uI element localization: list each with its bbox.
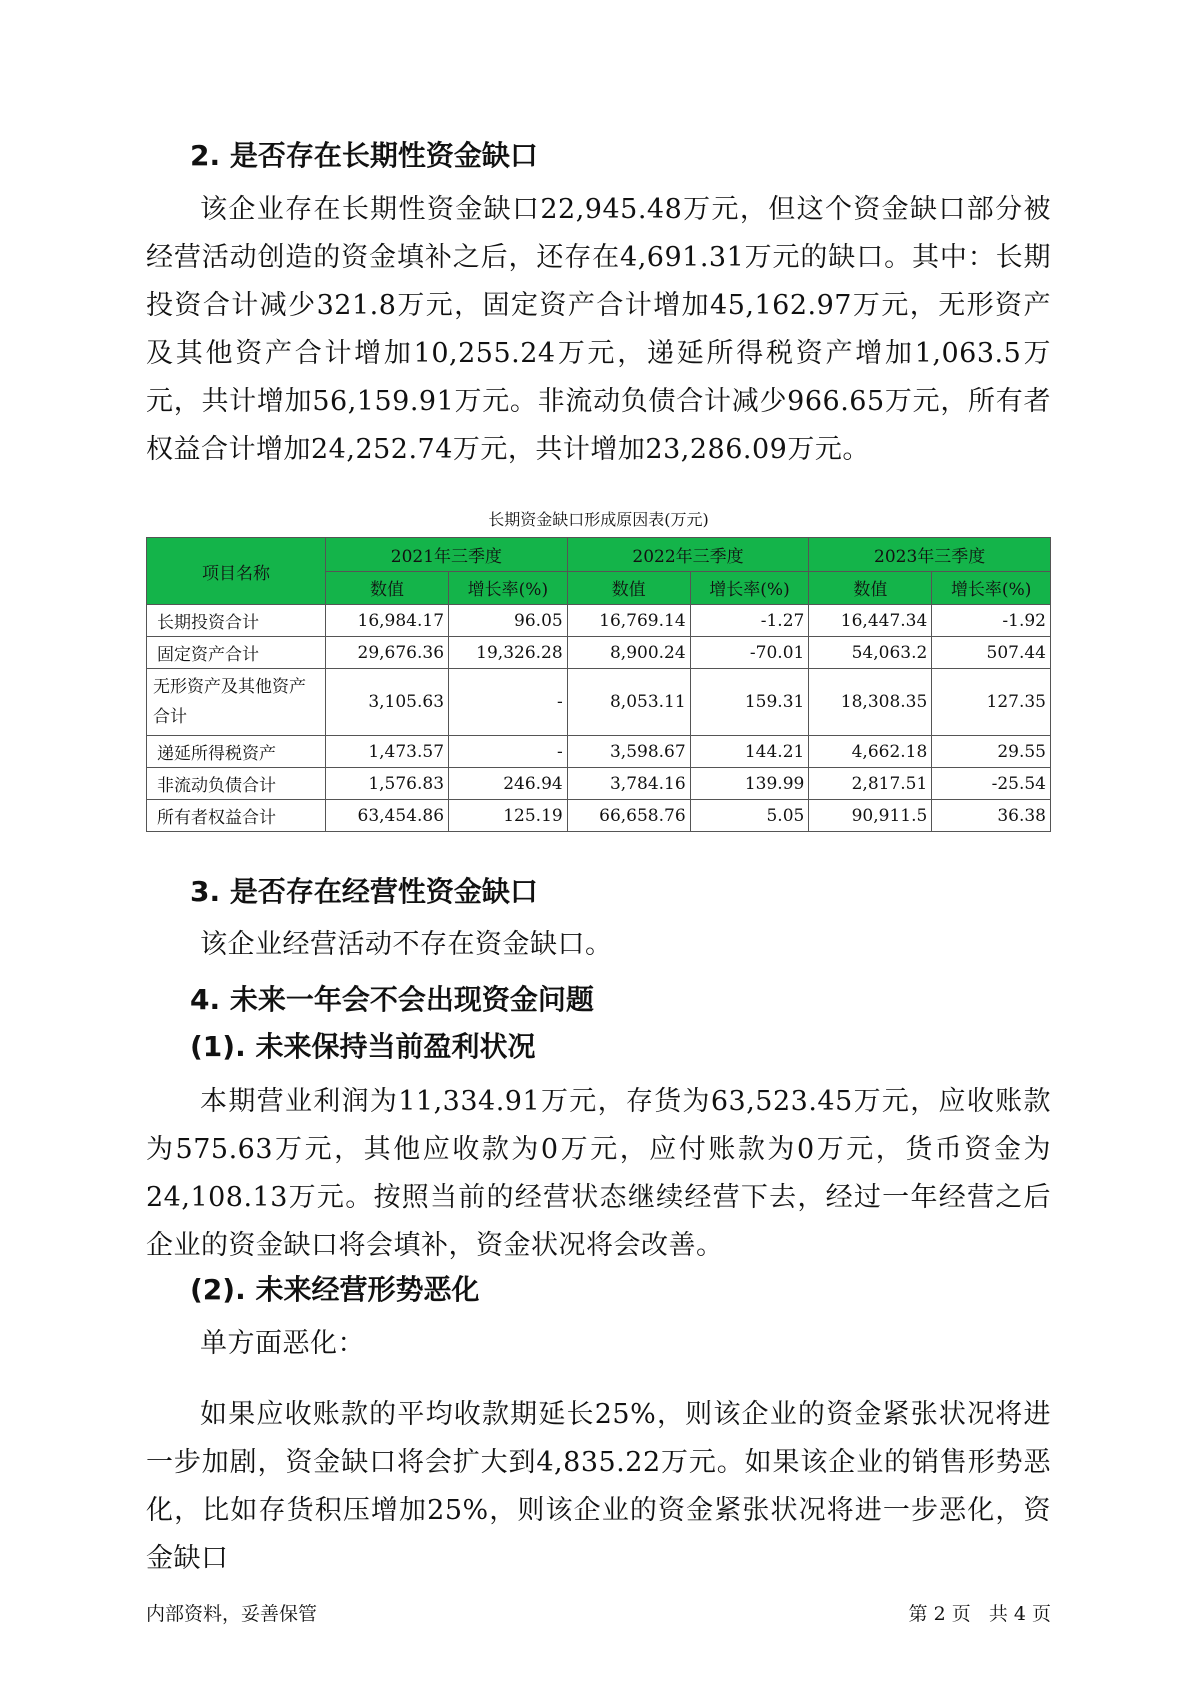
cell: 3,598.67 [567,736,690,768]
cell: 3,105.63 [326,669,449,736]
cell: 90,911.5 [809,800,932,832]
page-number: 第 2 页 共 4 页 [908,1603,1051,1625]
cell: 63,454.86 [326,800,449,832]
row-label: 无形资产及其他资产合计 [147,669,326,736]
row-label: 固定资产合计 [147,637,326,669]
cell: 18,308.35 [809,669,932,736]
cell: 19,326.28 [449,637,568,669]
subheader-value: 数值 [326,571,449,605]
cell: 139.99 [690,768,809,800]
cell: 29,676.36 [326,637,449,669]
section-2-paragraph: 该企业存在长期性资金缺口22,945.48万元，但这个资金缺口部分被经营活动创造的资金填补之后，还存在4,691.31万元的缺口。其中：长期投资合计减少321.8万元，固定资产合计增加45,162.97万元，无形资产及其他资产合计增加10,255.24万元，递延所得税资产增加1,063.5万元，共计增加56,159.91万元。非流动负债合计减少966.65万元，所有者权益合计增加24,252.74万元，共计增加23,286.09万元。 [146,194,1051,465]
cell: -25.54 [932,768,1051,800]
cell: 246.94 [449,768,568,800]
cell: 5.05 [690,800,809,832]
section-4-heading: 4. 未来一年会不会出现资金问题 [190,983,594,1016]
col-header-year-2021: 2021年三季度 [326,538,568,572]
section-4-2-subtitle: 单方面恶化： [200,1328,365,1359]
cell: 144.21 [690,736,809,768]
subheader-growth: 增长率(%) [449,571,568,605]
table-row [147,768,1051,800]
subheader-value: 数值 [567,571,690,605]
table-row [147,637,1051,669]
section-4-1-paragraph: 本期营业利润为11,334.91万元，存货为63,523.45万元，应收账款为575.63万元，其他应收款为0万元，应付账款为0万元，货币资金为24,108.13万元。按照当前的经营状态继续经营下去，经过一年经营之后企业的资金缺口将会填补，资金状况将会改善。 [146,1086,1051,1261]
cell: 29.55 [932,736,1051,768]
col-header-item: 项目名称 [147,538,326,605]
cell: 8,900.24 [567,637,690,669]
cell: - [449,736,568,768]
section-4-2-heading: (2). 未来经营形势恶化 [190,1273,480,1306]
cell: -1.92 [932,605,1051,637]
cell: 159.31 [690,669,809,736]
table-row [147,736,1051,768]
cell: 507.44 [932,637,1051,669]
row-label: 长期投资合计 [147,605,326,637]
long-term-gap-table [146,537,1051,832]
cell: 4,662.18 [809,736,932,768]
cell: 36.38 [932,800,1051,832]
subheader-growth: 增长率(%) [932,571,1051,605]
table-row [147,605,1051,637]
section-3-paragraph: 该企业经营活动不存在资金缺口。 [200,929,613,960]
subheader-growth: 增长率(%) [690,571,809,605]
cell: 66,658.76 [567,800,690,832]
cell: 127.35 [932,669,1051,736]
cell: -70.01 [690,637,809,669]
cell: 1,473.57 [326,736,449,768]
subheader-value: 数值 [809,571,932,605]
cell: 54,063.2 [809,637,932,669]
cell: 2,817.51 [809,768,932,800]
cell: 16,769.14 [567,605,690,637]
col-header-year-2023: 2023年三季度 [809,538,1051,572]
table-row [147,669,1051,736]
cell: 8,053.11 [567,669,690,736]
cell: 125.19 [449,800,568,832]
section-3-heading: 3. 是否存在经营性资金缺口 [190,875,538,908]
footer-note: 内部资料，妥善保管 [146,1603,318,1625]
row-label: 所有者权益合计 [147,800,326,832]
section-2-heading: 2. 是否存在长期性资金缺口 [190,139,538,172]
table-caption: 长期资金缺口形成原因表(万元) [488,510,709,529]
section-4-1-heading: (1). 未来保持当前盈利状况 [190,1030,536,1063]
section-4-2-paragraph: 如果应收账款的平均收款期延长25%，则该企业的资金紧张状况将进一步加剧，资金缺口将会扩大到4,835.22万元。如果该企业的销售形势恶化，比如存货积压增加25%，则该企业的资金紧张状况将进一步恶化，资金缺口 [146,1399,1051,1574]
cell: 3,784.16 [567,768,690,800]
col-header-year-2022: 2022年三季度 [567,538,809,572]
cell: - [449,669,568,736]
cell: 96.05 [449,605,568,637]
cell: 16,447.34 [809,605,932,637]
cell: 1,576.83 [326,768,449,800]
row-label: 非流动负债合计 [147,768,326,800]
cell: -1.27 [690,605,809,637]
row-label: 递延所得税资产 [147,736,326,768]
table-row [147,800,1051,832]
cell: 16,984.17 [326,605,449,637]
